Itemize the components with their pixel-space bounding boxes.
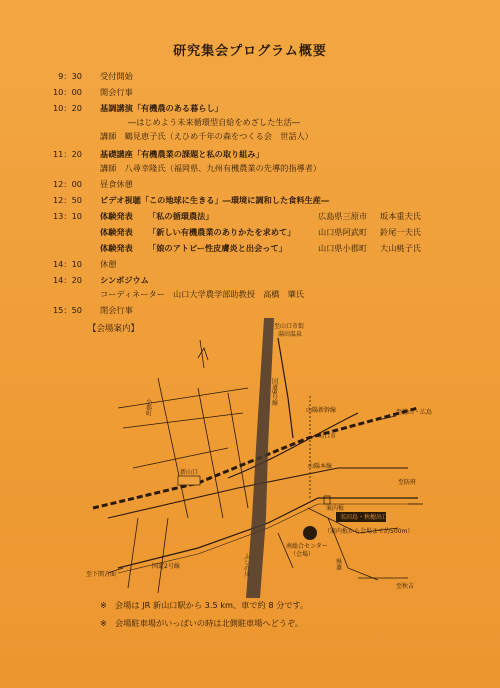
svg-text:国道9号線: 国道9号線 xyxy=(270,378,278,406)
talk-speaker: 大山桃子氏 xyxy=(380,243,421,253)
map-label: 【会場案内】 xyxy=(88,324,140,334)
venue-marker xyxy=(303,526,317,540)
item-text: 基礎講座「有機農業の課題と私の取り組み」 xyxy=(100,149,264,159)
talk-place: 山口県阿武町 xyxy=(318,227,368,237)
north-arrow-icon xyxy=(198,340,208,368)
time: 12：00 xyxy=(52,179,82,189)
svg-text:湯田温泉: 湯田温泉 xyxy=(278,331,303,338)
time: 14：10 xyxy=(52,259,82,269)
talk-title: 「娘のアトピー性皮膚炎と出会って」 xyxy=(148,243,287,253)
svg-text:新山口: 新山口 xyxy=(180,469,199,476)
item-text: ビデオ視聴「この地球に生きる」―環境に調和した食料生産― xyxy=(100,195,330,205)
talk-title: 「新しい有機農業のありかたを求めて」 xyxy=(148,227,296,237)
time: 13：10 xyxy=(52,211,82,221)
svg-text:至山口市街: 至山口市街 xyxy=(274,323,305,330)
talk-speaker: 鈴尾一夫氏 xyxy=(380,227,421,237)
svg-text:山陽新幹線: 山陽新幹線 xyxy=(306,407,337,414)
schedule-row xyxy=(50,224,470,240)
schedule-row xyxy=(50,286,470,302)
station-marker xyxy=(178,476,200,485)
talk-place: 広島県三原市 xyxy=(318,211,368,221)
schedule-row xyxy=(50,240,470,256)
item-text: 受付開始 xyxy=(100,71,133,81)
item-text: 開会行事 xyxy=(100,87,133,97)
svg-text:国道2号線: 国道2号線 xyxy=(152,563,180,570)
talk-title: 「私の循環農法」 xyxy=(148,211,214,221)
schedule-row xyxy=(50,256,470,272)
svg-text:山陽本線: 山陽本線 xyxy=(308,463,333,470)
schedule-row xyxy=(50,176,470,192)
schedule-row xyxy=(50,192,470,208)
item-text: 講師 八尋幸隆氏（福岡県、九州有機農業の先導的指導者） xyxy=(100,163,322,173)
talk-label: 体験発表 xyxy=(100,243,133,253)
item-text: 基調講演「有機農のある暮らし」 xyxy=(100,103,223,113)
item-text: 昼食休憩 xyxy=(100,179,133,189)
talk-place: 山口県小郡町 xyxy=(318,243,368,253)
schedule-row xyxy=(50,208,470,224)
schedule-row xyxy=(50,68,470,84)
svg-text:至徳山・広島: 至徳山・広島 xyxy=(396,409,433,416)
river-shape xyxy=(246,318,274,598)
svg-text:山口市: 山口市 xyxy=(318,433,337,440)
svg-text:小郡町: 小郡町 xyxy=(144,398,152,416)
talk-speaker: 坂本重夫氏 xyxy=(380,211,421,221)
note-access: ※ 会場は JR 新山口駅から 3.5 km、車で約 8 分です。 xyxy=(100,600,309,610)
time: 12：50 xyxy=(52,195,82,205)
svg-text:県道: 県道 xyxy=(334,558,342,570)
time: 9：30 xyxy=(58,71,82,81)
talk-label: 体験発表 xyxy=(100,227,133,237)
talk-label: 体験発表 xyxy=(100,211,133,221)
svg-text:案内板: 案内板 xyxy=(326,505,345,512)
venue-map xyxy=(78,318,438,598)
item-subtitle: ―はじめよう未来循環型自給をめざした生活― xyxy=(128,117,300,127)
svg-text:至下関方面: 至下関方面 xyxy=(86,571,117,578)
time: 10：00 xyxy=(52,87,82,97)
time: 10：20 xyxy=(52,103,82,113)
item-text: 休憩 xyxy=(100,259,117,269)
item-text: コーディネーター 山口大学農学部助教授 高橋 肇氏 xyxy=(100,289,305,299)
page-title: 研究集会プログラム概要 xyxy=(173,44,327,59)
item-text: 閉会行事 xyxy=(100,305,133,315)
schedule-row xyxy=(50,160,470,176)
svg-text:至秋吉: 至秋吉 xyxy=(396,583,415,590)
svg-text:南総合センター: 南総合センター xyxy=(286,543,328,550)
svg-text:ふしの川: ふしの川 xyxy=(242,553,250,577)
item-text: 講師 鶴見恵子氏（えひめ千年の森をつくる会 世話人） xyxy=(100,131,313,141)
svg-text:（案内板から会場まで約500m）: （案内板から会場まで約500m） xyxy=(324,528,414,535)
note-parking: ※ 会場駐車場がいっぱいの時は北側駐車場へどうぞ。 xyxy=(100,618,304,628)
svg-text:名田島・秋穂出口: 名田島・秋穂出口 xyxy=(340,514,389,521)
item-text: シンポジウム xyxy=(100,275,149,285)
svg-text:（会場）: （会場） xyxy=(290,551,315,558)
time: 11：20 xyxy=(52,149,82,159)
svg-text:至防府: 至防府 xyxy=(398,479,417,486)
schedule-row xyxy=(50,302,470,318)
time: 15：50 xyxy=(52,305,82,315)
time: 14：20 xyxy=(52,275,82,285)
schedule-row xyxy=(50,128,470,144)
schedule-row xyxy=(50,84,470,100)
